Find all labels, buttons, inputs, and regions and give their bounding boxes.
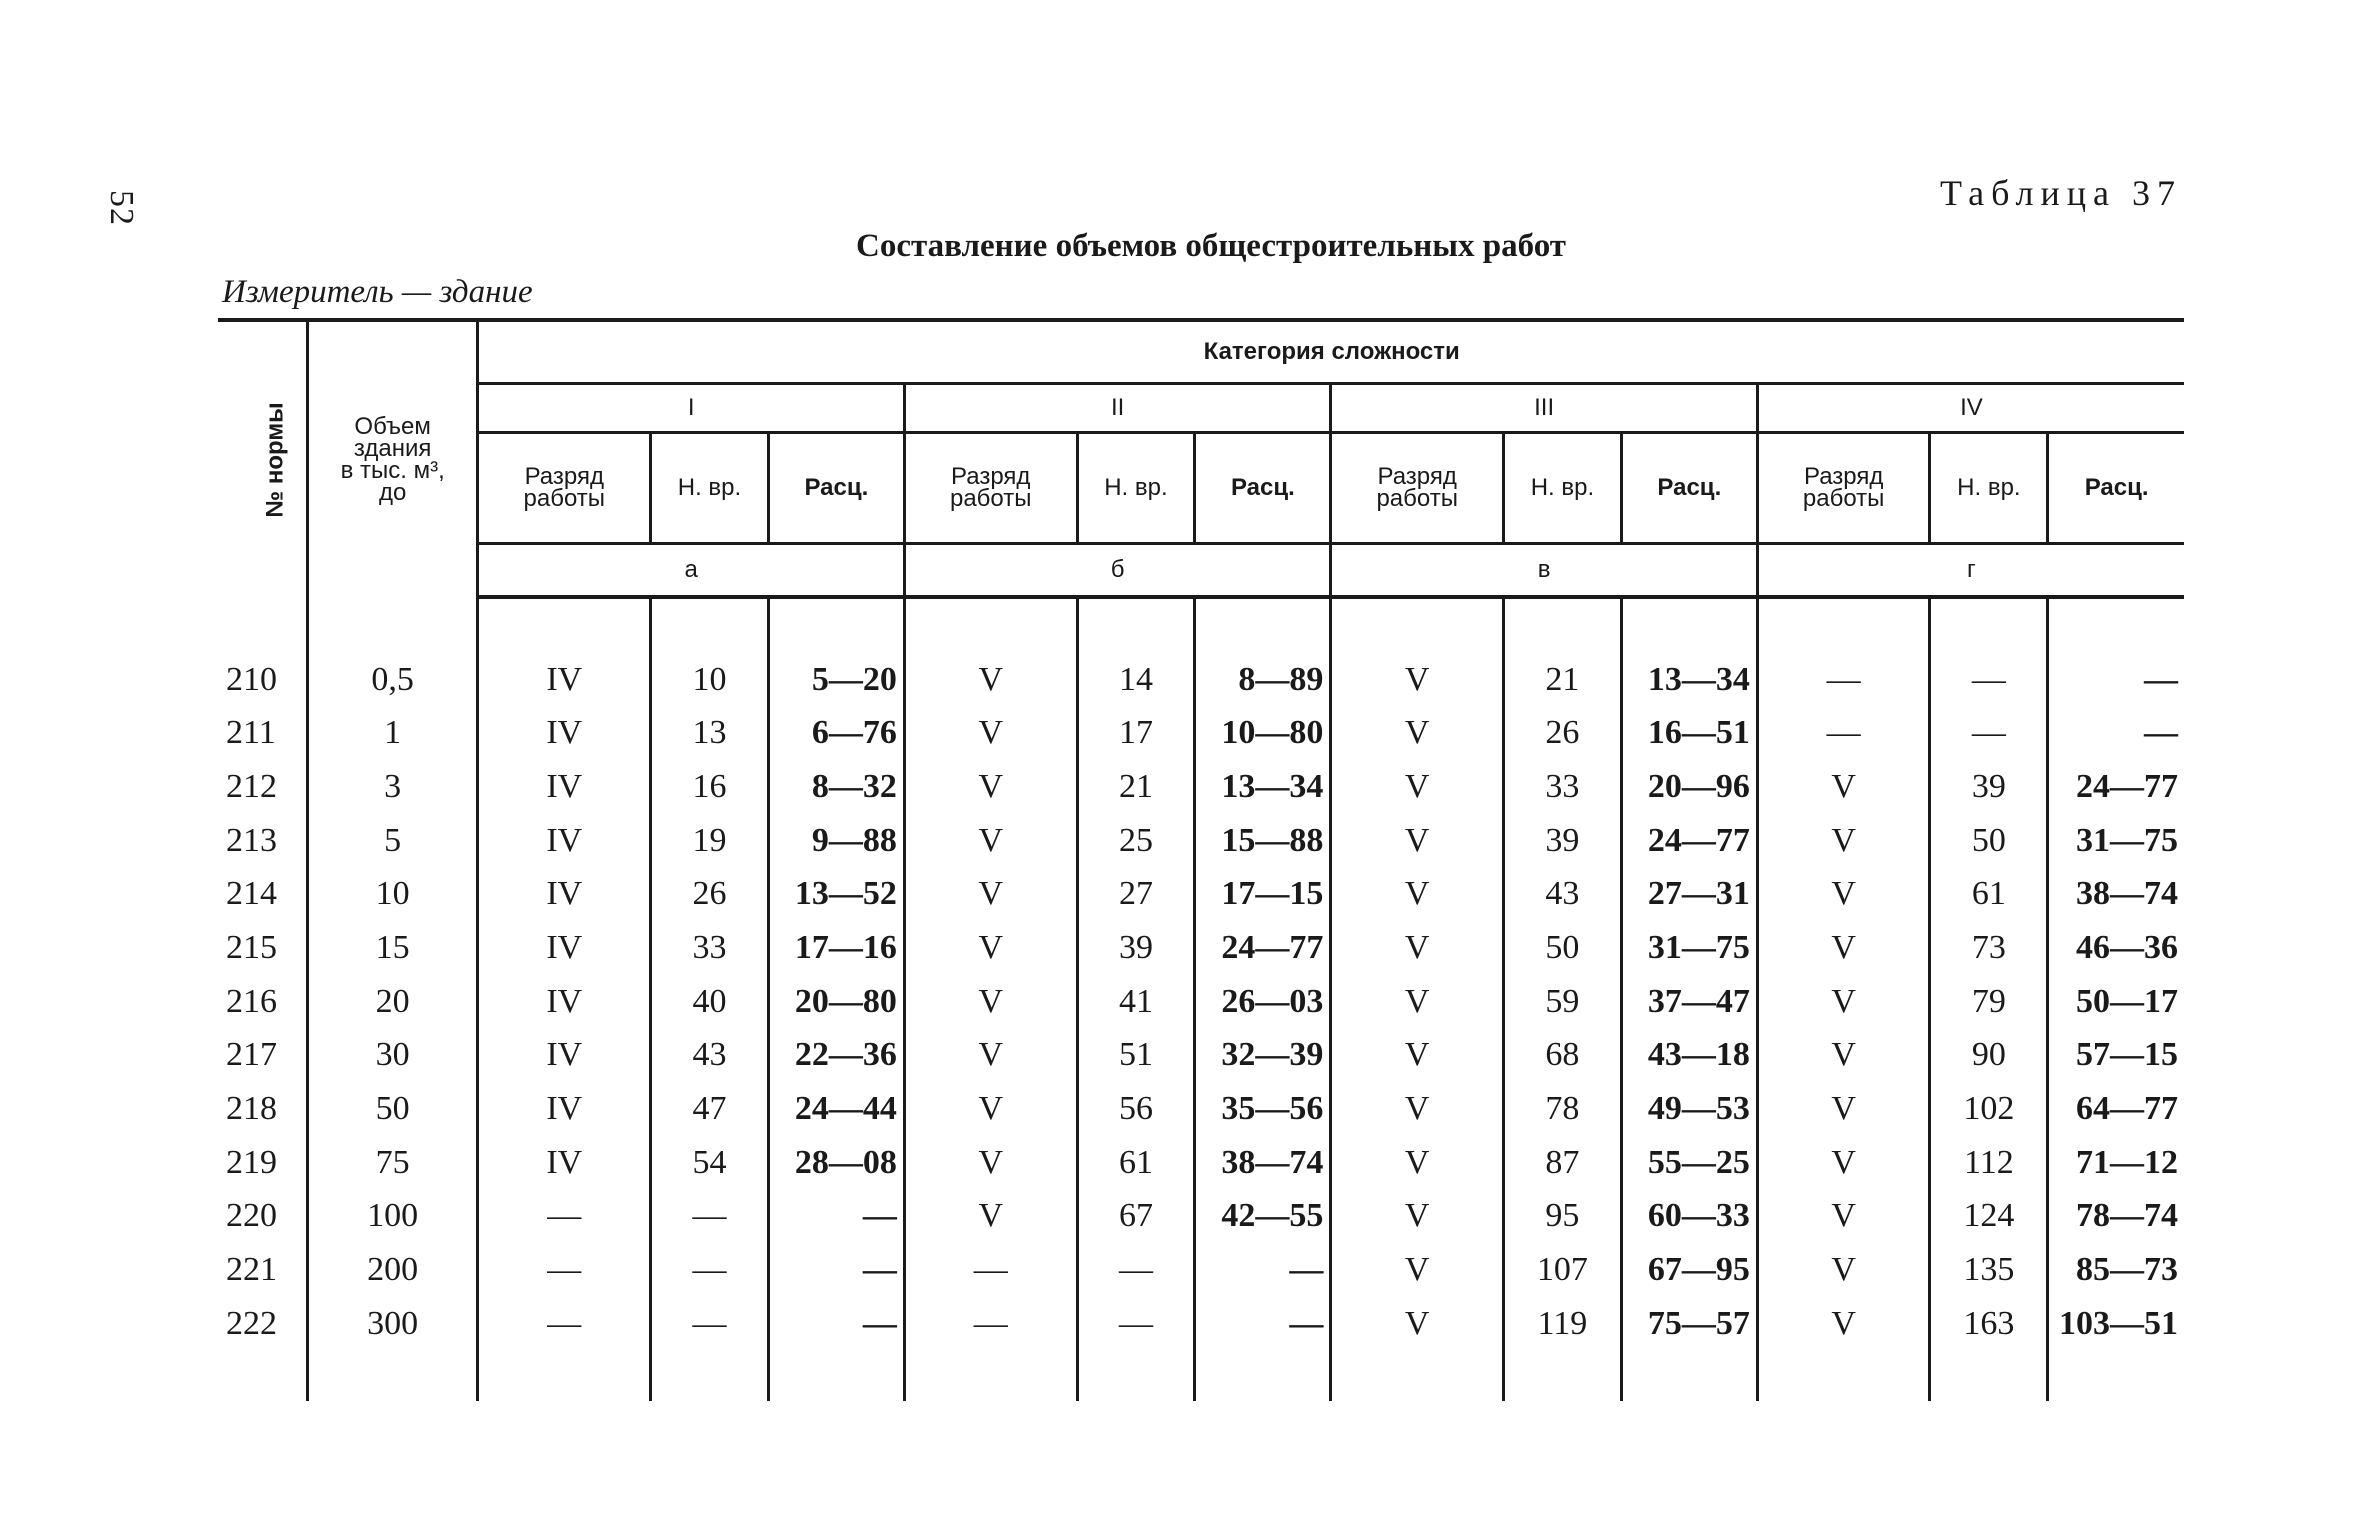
grade-cell: — — [904, 1243, 1077, 1297]
grade-cell: IV — [478, 867, 651, 921]
grade-cell: V — [1757, 1297, 1930, 1351]
grade-cell: IV — [478, 1136, 651, 1190]
grade-cell: V — [1331, 814, 1504, 868]
grade-cell: V — [904, 975, 1077, 1029]
time-cell: 124 — [1930, 1190, 2048, 1244]
table-number: Таблица 37 — [1940, 173, 2182, 213]
grade-cell: V — [1331, 1243, 1504, 1297]
rate-cell: 28—08 — [768, 1136, 904, 1190]
rate-cell: 31—75 — [2048, 814, 2184, 868]
rate-cell: — — [1195, 1297, 1331, 1351]
rate-cell: 24—77 — [1195, 921, 1331, 975]
rate-cell: 13—34 — [1621, 653, 1757, 707]
header-rate: Расц. — [768, 433, 904, 544]
grade-cell: — — [478, 1243, 651, 1297]
time-cell: — — [1930, 653, 2048, 707]
time-cell: — — [1077, 1243, 1195, 1297]
grade-cell: V — [904, 921, 1077, 975]
grade-cell: V — [904, 814, 1077, 868]
grade-cell: V — [1331, 867, 1504, 921]
table-row — [218, 1136, 2184, 1190]
grade-cell: V — [904, 867, 1077, 921]
norm-number-cell: 216 — [226, 982, 277, 1020]
rate-cell: 38—74 — [1195, 1136, 1331, 1190]
grade-cell: V — [1331, 706, 1504, 760]
time-cell: 43 — [651, 1029, 769, 1083]
time-cell: 43 — [1504, 867, 1622, 921]
table-row — [218, 706, 2184, 760]
header-volume — [307, 320, 478, 597]
grade-cell: V — [904, 1029, 1077, 1083]
time-cell: 33 — [651, 921, 769, 975]
measure-unit: Измеритель — здание — [222, 274, 533, 310]
time-cell: 39 — [1930, 760, 2048, 814]
time-cell: 33 — [1504, 760, 1622, 814]
time-cell: 107 — [1504, 1243, 1622, 1297]
grade-cell: V — [904, 653, 1077, 707]
table-row — [218, 1029, 2184, 1083]
grade-cell: IV — [478, 814, 651, 868]
rate-cell: 6—76 — [768, 706, 904, 760]
grade-cell: IV — [478, 653, 651, 707]
time-cell: 17 — [1077, 706, 1195, 760]
time-cell: 163 — [1930, 1297, 2048, 1351]
volume-cell: 50 — [307, 1082, 478, 1136]
rate-cell: — — [768, 1190, 904, 1244]
rate-cell: 10—80 — [1195, 706, 1331, 760]
grade-cell: — — [1757, 653, 1930, 707]
volume-cell: 20 — [307, 975, 478, 1029]
grade-cell: V — [1331, 921, 1504, 975]
time-cell: 39 — [1077, 921, 1195, 975]
volume-cell: 5 — [307, 814, 478, 868]
grade-cell: V — [1331, 1297, 1504, 1351]
header-volume-line1: Объем — [354, 412, 431, 440]
grade-cell: V — [1331, 1190, 1504, 1244]
rate-cell: 17—16 — [768, 921, 904, 975]
time-cell: 78 — [1504, 1082, 1622, 1136]
time-cell: 13 — [651, 706, 769, 760]
time-cell: — — [1930, 706, 2048, 760]
header-grade: Разряд работы — [478, 433, 651, 544]
time-cell: 50 — [1504, 921, 1622, 975]
norm-number-cell: 212 — [226, 767, 277, 805]
header-group-iv: IV — [1757, 384, 2184, 433]
header-rate: Расц. — [1195, 433, 1331, 544]
grade-cell: V — [1331, 1082, 1504, 1136]
grade-cell: IV — [478, 1029, 651, 1083]
time-cell: 87 — [1504, 1136, 1622, 1190]
norm-number-cell: 210 — [226, 660, 277, 698]
rate-cell: 57—15 — [2048, 1029, 2184, 1083]
table-row — [218, 1243, 2184, 1297]
grade-cell: V — [904, 760, 1077, 814]
rate-cell: 13—34 — [1195, 760, 1331, 814]
header-grade: Разряд работы — [904, 433, 1077, 544]
time-cell: 102 — [1930, 1082, 2048, 1136]
rate-cell: 8—32 — [768, 760, 904, 814]
header-grade: Разряд работы — [1757, 433, 1930, 544]
rate-cell: — — [2048, 653, 2184, 707]
rate-cell: 24—44 — [768, 1082, 904, 1136]
grade-cell: V — [1331, 653, 1504, 707]
rate-cell: 17—15 — [1195, 867, 1331, 921]
table-row — [218, 1082, 2184, 1136]
grade-cell: V — [1757, 867, 1930, 921]
volume-cell: 30 — [307, 1029, 478, 1083]
norm-number-cell: 221 — [226, 1251, 277, 1289]
grade-cell: V — [1757, 921, 1930, 975]
rate-cell: 35—56 — [1195, 1082, 1331, 1136]
grade-cell: IV — [478, 706, 651, 760]
grade-cell: V — [904, 1190, 1077, 1244]
rate-cell: 49—53 — [1621, 1082, 1757, 1136]
norm-number-cell: 213 — [226, 821, 277, 859]
volume-cell: 300 — [307, 1297, 478, 1351]
header-rate: Расц. — [2048, 433, 2184, 544]
header-time: Н. вр. — [1504, 433, 1622, 544]
rate-cell: 22—36 — [768, 1029, 904, 1083]
norm-number-cell: 215 — [226, 928, 277, 966]
time-cell: 41 — [1077, 975, 1195, 1029]
time-cell: 21 — [1077, 760, 1195, 814]
rate-cell: 31—75 — [1621, 921, 1757, 975]
time-cell: 79 — [1930, 975, 2048, 1029]
time-cell: 67 — [1077, 1190, 1195, 1244]
table-row — [218, 867, 2184, 921]
header-volume-line4: до — [378, 478, 407, 506]
header-time: Н. вр. — [1077, 433, 1195, 544]
table-title: Составление объемов общестроительных работ — [856, 228, 1566, 264]
grade-cell: V — [1331, 1029, 1504, 1083]
page-number: 52 — [103, 190, 140, 226]
rate-cell: 13—52 — [768, 867, 904, 921]
norm-number-cell: 222 — [226, 1304, 277, 1342]
time-cell: 19 — [651, 814, 769, 868]
header-norm-number: № нормы — [261, 401, 289, 518]
grade-cell: V — [1331, 1136, 1504, 1190]
rate-cell: 43—18 — [1621, 1029, 1757, 1083]
time-cell: 61 — [1077, 1136, 1195, 1190]
grade-cell: V — [904, 706, 1077, 760]
table-row — [218, 921, 2184, 975]
rate-cell: 20—96 — [1621, 760, 1757, 814]
time-cell: 54 — [651, 1136, 769, 1190]
volume-cell: 100 — [307, 1190, 478, 1244]
header-letter-v: в — [1331, 544, 1757, 598]
volume-cell: 0,5 — [307, 653, 478, 707]
time-cell: 90 — [1930, 1029, 2048, 1083]
header-letter-b: б — [904, 544, 1330, 598]
time-cell: 95 — [1504, 1190, 1622, 1244]
rate-cell: 37—47 — [1621, 975, 1757, 1029]
time-cell: 40 — [651, 975, 769, 1029]
grade-cell: IV — [478, 1082, 651, 1136]
norm-number-cell: 219 — [226, 1143, 277, 1181]
time-cell: — — [651, 1297, 769, 1351]
time-cell: 16 — [651, 760, 769, 814]
table-body — [218, 597, 2184, 1401]
grade-cell: — — [478, 1190, 651, 1244]
rate-cell: 38—74 — [2048, 867, 2184, 921]
grade-cell: — — [1757, 706, 1930, 760]
norm-number-cell: 211 — [226, 714, 276, 752]
norm-number-cell: 220 — [226, 1197, 277, 1235]
grade-cell: V — [1331, 975, 1504, 1029]
volume-cell: 15 — [307, 921, 478, 975]
rate-cell: 78—74 — [2048, 1190, 2184, 1244]
norms-table — [218, 318, 2184, 1401]
rate-cell: 55—25 — [1621, 1136, 1757, 1190]
norm-number-cell: 218 — [226, 1090, 277, 1128]
grade-cell: V — [1757, 1029, 1930, 1083]
time-cell: 26 — [1504, 706, 1622, 760]
rate-cell: 15—88 — [1195, 814, 1331, 868]
norm-number-cell: 217 — [226, 1036, 277, 1074]
rate-cell: 50—17 — [2048, 975, 2184, 1029]
rate-cell: 64—77 — [2048, 1082, 2184, 1136]
time-cell: 59 — [1504, 975, 1622, 1029]
time-cell: 14 — [1077, 653, 1195, 707]
volume-cell: 3 — [307, 760, 478, 814]
time-cell: 27 — [1077, 867, 1195, 921]
grade-cell: V — [1757, 975, 1930, 1029]
time-cell: 21 — [1504, 653, 1622, 707]
time-cell: 25 — [1077, 814, 1195, 868]
header-group-ii: II — [904, 384, 1330, 433]
rate-cell: 103—51 — [2048, 1297, 2184, 1351]
header-letter-a: а — [478, 544, 904, 598]
grade-cell: V — [1757, 814, 1930, 868]
volume-cell: 1 — [307, 706, 478, 760]
grade-cell: — — [904, 1297, 1077, 1351]
rate-cell: — — [768, 1243, 904, 1297]
time-cell: 68 — [1504, 1029, 1622, 1083]
volume-cell: 10 — [307, 867, 478, 921]
header-category: Категория сложности — [478, 320, 2184, 384]
grade-cell: IV — [478, 975, 651, 1029]
time-cell: — — [651, 1190, 769, 1244]
grade-cell: V — [1331, 760, 1504, 814]
time-cell: 10 — [651, 653, 769, 707]
volume-cell: 200 — [307, 1243, 478, 1297]
table-row — [218, 1190, 2184, 1244]
grade-cell: V — [1757, 1243, 1930, 1297]
rate-cell: — — [1195, 1243, 1331, 1297]
header-time: Н. вр. — [651, 433, 769, 544]
table-row — [218, 653, 2184, 707]
rate-cell: 60—33 — [1621, 1190, 1757, 1244]
rate-cell: 75—57 — [1621, 1297, 1757, 1351]
table-row — [218, 975, 2184, 1029]
grade-cell: IV — [478, 921, 651, 975]
time-cell: 39 — [1504, 814, 1622, 868]
grade-cell: V — [1757, 1136, 1930, 1190]
grade-cell: V — [904, 1082, 1077, 1136]
time-cell: 61 — [1930, 867, 2048, 921]
table-row — [218, 760, 2184, 814]
grade-cell: V — [1757, 1190, 1930, 1244]
time-cell: — — [1077, 1297, 1195, 1351]
rate-cell: 32—39 — [1195, 1029, 1331, 1083]
rate-cell: 24—77 — [2048, 760, 2184, 814]
time-cell: 26 — [651, 867, 769, 921]
header-time: Н. вр. — [1930, 433, 2048, 544]
norm-number-cell: 214 — [226, 875, 277, 913]
header-group-i: I — [478, 384, 904, 433]
rate-cell: 67—95 — [1621, 1243, 1757, 1297]
rate-cell: 71—12 — [2048, 1136, 2184, 1190]
time-cell: — — [651, 1243, 769, 1297]
grade-cell: IV — [478, 760, 651, 814]
grade-cell: V — [1757, 760, 1930, 814]
header-volume-line3: в тыс. м³, — [340, 456, 445, 484]
table-row — [218, 1297, 2184, 1351]
time-cell: 50 — [1930, 814, 2048, 868]
rate-cell: 9—88 — [768, 814, 904, 868]
grade-cell: — — [478, 1297, 651, 1351]
volume-cell: 75 — [307, 1136, 478, 1190]
time-cell: 119 — [1504, 1297, 1622, 1351]
time-cell: 56 — [1077, 1082, 1195, 1136]
rate-cell: 5—20 — [768, 653, 904, 707]
time-cell: 51 — [1077, 1029, 1195, 1083]
time-cell: 47 — [651, 1082, 769, 1136]
header-grade: Разряд работы — [1331, 433, 1504, 544]
time-cell: 112 — [1930, 1136, 2048, 1190]
header-rate: Расц. — [1621, 433, 1757, 544]
rate-cell: 27—31 — [1621, 867, 1757, 921]
rate-cell: 85—73 — [2048, 1243, 2184, 1297]
time-cell: 135 — [1930, 1243, 2048, 1297]
rate-cell: — — [2048, 706, 2184, 760]
time-cell: 73 — [1930, 921, 2048, 975]
header-volume-line2: здания — [353, 434, 432, 462]
table-row — [218, 814, 2184, 868]
header-group-iii: III — [1331, 384, 1757, 433]
rate-cell: 20—80 — [768, 975, 904, 1029]
rate-cell: 16—51 — [1621, 706, 1757, 760]
header-letter-g: г — [1757, 544, 2184, 598]
grade-cell: V — [904, 1136, 1077, 1190]
rate-cell: 46—36 — [2048, 921, 2184, 975]
rate-cell: 24—77 — [1621, 814, 1757, 868]
rate-cell: — — [768, 1297, 904, 1351]
grade-cell: V — [1757, 1082, 1930, 1136]
rate-cell: 26—03 — [1195, 975, 1331, 1029]
table-bottom-spacer — [218, 1351, 2184, 1401]
rate-cell: 42—55 — [1195, 1190, 1331, 1244]
rate-cell: 8—89 — [1195, 653, 1331, 707]
